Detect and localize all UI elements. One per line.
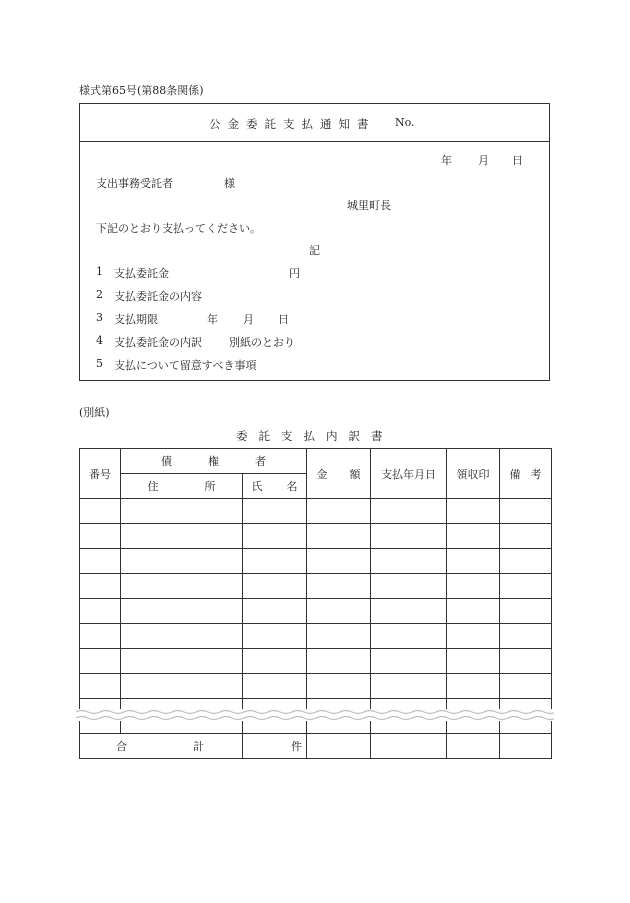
table-cell[interactable]	[500, 549, 552, 574]
table-cell[interactable]	[500, 574, 552, 599]
item-number: 2	[96, 288, 103, 301]
table-cell[interactable]	[447, 649, 500, 674]
notice-title	[209, 116, 369, 132]
table-cell[interactable]	[307, 599, 371, 624]
header-char: 金	[316, 467, 328, 481]
total-sum-label	[80, 734, 243, 759]
item-number: 1	[96, 265, 103, 278]
table-cell[interactable]	[371, 524, 447, 549]
total-char: 計	[193, 740, 204, 753]
table-cell[interactable]	[243, 624, 307, 649]
table-cell[interactable]	[121, 674, 243, 699]
item-number: 4	[96, 334, 103, 347]
header-address	[121, 474, 243, 499]
header-char: 所	[204, 480, 216, 493]
table-cell[interactable]	[243, 649, 307, 674]
deadline-day: 日	[278, 313, 289, 326]
header-remarks	[500, 449, 552, 499]
instruction-text: 下記のとおり支払ってください。	[96, 222, 261, 235]
item-number: 3	[96, 311, 103, 324]
table-cell[interactable]	[307, 649, 371, 674]
header-char: 備	[509, 467, 521, 481]
title-char: 払	[301, 117, 313, 131]
table-cell[interactable]	[371, 674, 447, 699]
header-char: 考	[530, 467, 542, 481]
table-cell[interactable]	[371, 599, 447, 624]
title-divider	[80, 141, 549, 142]
table-cell[interactable]	[371, 574, 447, 599]
table-cell[interactable]	[307, 499, 371, 524]
table-row	[80, 649, 552, 674]
header-receipt: 領収印	[447, 449, 500, 499]
table-cell[interactable]	[500, 524, 552, 549]
title-char: 委	[246, 117, 258, 131]
deadline-month: 月	[243, 313, 254, 326]
title-char: 内	[326, 429, 338, 443]
issuer: 城里町長	[347, 199, 391, 212]
table-cell[interactable]	[121, 599, 243, 624]
table-cell[interactable]	[121, 624, 243, 649]
table-cell[interactable]	[243, 524, 307, 549]
title-char: 支	[281, 429, 293, 443]
title-char: 訳	[348, 429, 360, 443]
title-char: 払	[303, 429, 315, 443]
table-cell[interactable]	[447, 499, 500, 524]
date-year: 年	[441, 154, 452, 167]
date-month: 月	[478, 154, 489, 167]
table-cell[interactable]	[447, 674, 500, 699]
table-cell[interactable]	[307, 574, 371, 599]
header-amount	[307, 449, 371, 499]
total-row	[80, 734, 552, 759]
header-paydate: 支払年月日	[371, 449, 447, 499]
title-char: 金	[227, 117, 239, 131]
table-cell[interactable]	[243, 599, 307, 624]
title-char: 書	[357, 117, 369, 131]
item-number: 5	[96, 357, 103, 370]
table-cell[interactable]	[243, 574, 307, 599]
table-cell[interactable]	[500, 674, 552, 699]
item-label: 支払委託金の内訳	[114, 336, 202, 349]
table-cell[interactable]	[80, 574, 121, 599]
header-char: 債	[161, 455, 172, 468]
total-count-label: 件	[243, 734, 307, 759]
date-day: 日	[512, 154, 523, 167]
table-cell[interactable]	[447, 524, 500, 549]
item-label: 支払委託金	[114, 267, 169, 280]
table-cell[interactable]	[371, 649, 447, 674]
table-cell[interactable]	[121, 574, 243, 599]
table-cell[interactable]	[80, 624, 121, 649]
table-cell[interactable]	[447, 574, 500, 599]
table-row	[80, 574, 552, 599]
header-char: 住	[147, 480, 159, 493]
table-cell[interactable]	[80, 524, 121, 549]
title-char: 書	[371, 429, 383, 443]
header-char: 氏	[251, 480, 263, 493]
row-break-wave	[76, 707, 554, 723]
title-char: 支	[283, 117, 295, 131]
table-cell[interactable]	[80, 499, 121, 524]
title-char: 公	[209, 117, 221, 131]
table-cell[interactable]	[80, 599, 121, 624]
item-label: 支払について留意すべき事項	[114, 359, 257, 372]
table-cell[interactable]	[371, 624, 447, 649]
table-row	[80, 549, 552, 574]
table-cell[interactable]	[500, 499, 552, 524]
table-cell[interactable]	[371, 549, 447, 574]
notice-number-label: No.	[395, 116, 415, 129]
table-cell[interactable]	[80, 649, 121, 674]
ki-heading: 記	[309, 244, 320, 257]
table-cell[interactable]	[447, 599, 500, 624]
breakdown-note: 別紙のとおり	[229, 336, 295, 349]
item-label: 支払期限	[114, 313, 158, 326]
total-cell[interactable]	[371, 734, 447, 759]
table-cell[interactable]	[447, 624, 500, 649]
header-char: 権	[208, 455, 219, 468]
table-cell[interactable]	[80, 674, 121, 699]
attachment-title	[236, 428, 383, 444]
title-char: 委	[236, 429, 248, 443]
table-row	[80, 624, 552, 649]
table-cell[interactable]	[121, 549, 243, 574]
header-name	[243, 474, 307, 499]
title-char: 託	[258, 429, 270, 443]
header-char: 者	[255, 455, 266, 468]
table-row	[80, 499, 552, 524]
title-char: 託	[264, 117, 276, 131]
item-label: 支払委託金の内容	[114, 290, 202, 303]
total-cell[interactable]	[500, 734, 552, 759]
deadline-year: 年	[207, 313, 218, 326]
header-creditor	[121, 449, 307, 474]
table-cell[interactable]	[447, 549, 500, 574]
table-cell[interactable]	[371, 499, 447, 524]
table-cell[interactable]	[121, 649, 243, 674]
header-char: 名	[286, 480, 298, 493]
total-cell[interactable]	[447, 734, 500, 759]
honorific: 様	[224, 177, 235, 190]
header-char: 額	[349, 467, 361, 481]
total-amount-cell[interactable]	[307, 734, 371, 759]
table-cell[interactable]	[307, 674, 371, 699]
table-cell[interactable]	[307, 624, 371, 649]
total-char: 合	[116, 740, 127, 753]
table-cell[interactable]	[243, 674, 307, 699]
table-cell[interactable]	[500, 599, 552, 624]
table-cell[interactable]	[307, 524, 371, 549]
table-cell[interactable]	[500, 624, 552, 649]
header-number: 番号	[80, 449, 121, 499]
attachment-label: (別紙)	[79, 406, 110, 419]
title-char: 通	[320, 117, 332, 131]
addressee: 支出事務受託者	[96, 177, 173, 190]
table-row	[80, 524, 552, 549]
yen-label: 円	[289, 267, 300, 280]
table-cell[interactable]	[243, 499, 307, 524]
table-row	[80, 599, 552, 624]
table-cell[interactable]	[121, 499, 243, 524]
table-cell[interactable]	[121, 524, 243, 549]
table-cell[interactable]	[243, 549, 307, 574]
title-char: 知	[338, 117, 350, 131]
table-row	[80, 674, 552, 699]
table-cell[interactable]	[307, 549, 371, 574]
table-cell[interactable]	[500, 649, 552, 674]
form-label: 様式第65号(第88条関係)	[79, 84, 204, 97]
table-cell[interactable]	[80, 549, 121, 574]
